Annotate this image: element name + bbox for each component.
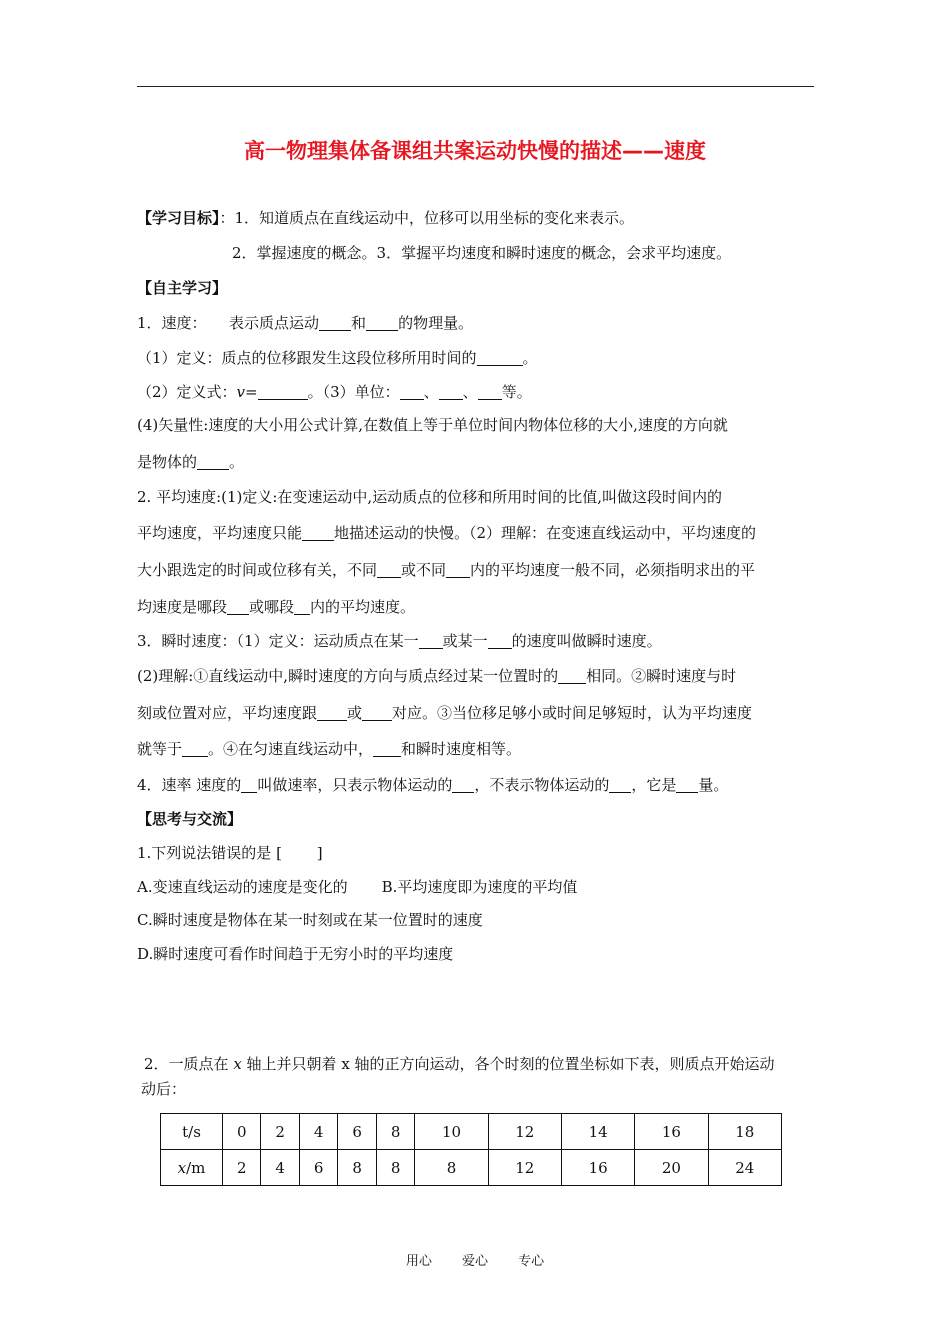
table-cell: 2 — [261, 1114, 299, 1150]
table-cell: 0 — [223, 1114, 261, 1150]
question-1: 1.下列说法错误的是 [ ] — [137, 844, 323, 862]
self-study-item-formula-unit: （2）定义式：v= 。（3）单位： 、 、 等。 — [137, 383, 532, 401]
table-cell: 8 — [376, 1150, 414, 1186]
page-title: 高一物理集体备课组共案运动快慢的描述——速度 — [244, 139, 706, 163]
table-cell: 16 — [635, 1114, 708, 1150]
learning-goals-text-1: ：1．知道质点在直线运动中，位移可以用坐标的变化来表示。 — [219, 209, 635, 227]
table-cell: 12 — [488, 1150, 561, 1186]
table-row — [161, 1150, 782, 1186]
self-study-item-definition: （1）定义：质点的位移跟发生这段位移所用时间的 。 — [137, 349, 538, 367]
self-study-item-average-speed-4: 均速度是哪段 或哪段 内的平均速度。 — [137, 598, 416, 616]
self-study-heading: 【自主学习】 — [137, 279, 228, 297]
self-study-item-instant-speed-4: 就等于 。④在匀速直线运动中， 和瞬时速度相等。 — [137, 740, 522, 758]
table-cell: 12 — [488, 1114, 561, 1150]
question-1-options-ab — [137, 877, 577, 897]
table-cell: 8 — [415, 1150, 488, 1186]
table-cell: 6 — [299, 1150, 337, 1186]
self-study-item-average-speed-3: 大小跟选定的时间或位移有关，不同 或不同 内的平均速度一般不同，必须指明求出的平 — [137, 561, 756, 579]
self-study-item-vector-cont: 是物体的 。 — [137, 453, 245, 471]
option-a: A.变速直线运动的速度是变化的 — [137, 878, 348, 896]
table-cell: 8 — [376, 1114, 414, 1150]
table-cell: 4 — [261, 1150, 299, 1186]
table-cell: 2 — [223, 1150, 261, 1186]
self-study-item-vector: (4)矢量性:速度的大小用公式计算,在数值上等于单位时间内物体位移的大小,速度的方向就 — [137, 416, 728, 434]
self-study-item-average-speed-2: 平均速度，平均速度只能 地描述运动的快慢。（2）理解：在变速直线运动中，平均速度的 — [137, 524, 757, 542]
learning-goals-line-1 — [137, 208, 634, 228]
table-cell: 6 — [338, 1114, 376, 1150]
table-cell: 16 — [561, 1150, 634, 1186]
discussion-heading: 【思考与交流】 — [137, 810, 243, 828]
table-header-cell: t/s — [161, 1114, 223, 1150]
table-cell: 14 — [561, 1114, 634, 1150]
table-cell: 20 — [635, 1150, 708, 1186]
header-rule — [137, 86, 814, 87]
learning-goals-line-2: 2．掌握速度的概念。3．掌握平均速度和瞬时速度的概念，会求平均速度。 — [232, 244, 732, 262]
option-c: C.瞬时速度是物体在某一时刻或在某一位置时的速度 — [137, 911, 483, 929]
self-study-item-instant-speed-3: 刻或位置对应，平均速度跟 或 对应。③当位移足够小或时间足够短时，认为平均速度 — [137, 704, 753, 722]
table-row — [161, 1114, 782, 1150]
table-cell: 24 — [708, 1150, 781, 1186]
table-cell: 4 — [299, 1114, 337, 1150]
question-2-cont: 动后： — [141, 1080, 187, 1098]
self-study-item-instant-speed-2: (2)理解:①直线运动中,瞬时速度的方向与质点经过某一位置时的 相同。②瞬时速度与时 — [137, 667, 737, 685]
table-cell: 18 — [708, 1114, 781, 1150]
self-study-item-average-speed: 2. 平均速度:(1)定义:在变速运动中,运动质点的位移和所用时间的比值,叫做这段时间内的 — [137, 488, 722, 506]
table-cell: 8 — [338, 1150, 376, 1186]
self-study-item-speed: 1．速度： 表示质点运动 和 的物理量。 — [137, 314, 474, 332]
self-study-item-speed-rate: 4．速率 速度的 叫做速率，只表示物体运动的 ，不表示物体运动的 ，它是 量。 — [137, 776, 729, 794]
learning-goals-label: 【学习目标】 — [137, 209, 220, 227]
table-cell: 10 — [415, 1114, 488, 1150]
position-time-table — [160, 1113, 782, 1186]
option-d: D.瞬时速度可看作时间趋于无穷小时的平均速度 — [137, 945, 454, 963]
option-b: B.平均速度即为速度的平均值 — [381, 878, 578, 896]
table-header-cell: x/m — [161, 1150, 223, 1186]
page-footer: 用心 爱心 专心 — [405, 1254, 545, 1269]
question-2: 2．一质点在 x 轴上并只朝着 x 轴的正方向运动，各个时刻的位置坐标如下表，则质点开始运动 — [144, 1055, 775, 1073]
self-study-item-instant-speed: 3．瞬时速度：（1）定义：运动质点在某一 或某一 的速度叫做瞬时速度。 — [137, 632, 662, 650]
